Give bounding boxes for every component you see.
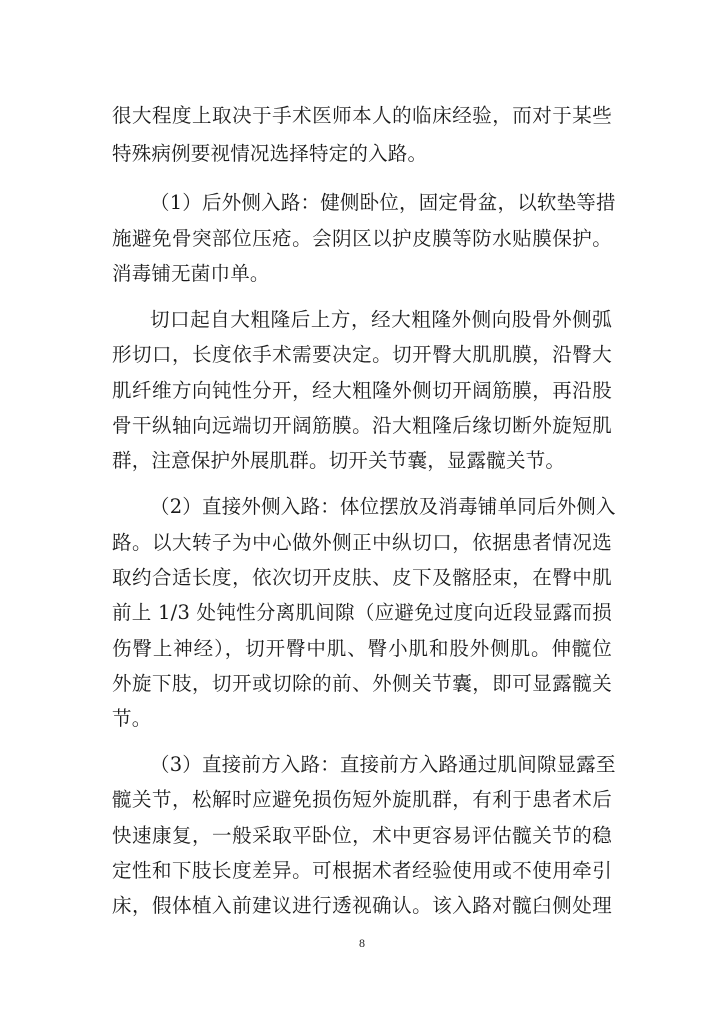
text-line: 髋关节，松解时应避免损伤短外旋肌群，有利于患者术后: [112, 788, 612, 811]
text-line: 骨干纵轴向远端切开阔筋膜。沿大粗隆后缘切断外旋短肌: [112, 414, 612, 437]
text-line: 取约合适长度，依次切开皮肤、皮下及髂胫束，在臀中肌: [112, 566, 612, 589]
text-line: 群，注意保护外展肌群。切开关节囊，显露髋关节。: [112, 449, 566, 472]
text-line: 形切口，长度依手术需要决定。切开臀大肌肌膜，沿臀大: [112, 343, 612, 366]
text-line: 切口起自大粗隆后上方，经大粗隆外侧向股骨外侧弧: [150, 308, 612, 331]
text-line: 很大程度上取决于手术医师本人的临床经验，而对于某些: [112, 104, 612, 127]
text-line: 节。: [112, 707, 152, 730]
text-line: （2）直接外侧入路：体位摆放及消毒铺单同后外侧入: [150, 495, 616, 518]
text-line: 伤臀上神经），切开臀中肌、臀小肌和股外侧肌。伸髋位: [112, 637, 612, 660]
text-line: 定性和下肢长度差异。可根据术者经验使用或不使用牵引: [112, 859, 612, 882]
text-line: 施避免骨突部位压疮。会阴区以护皮膜等防水贴膜保护。: [112, 227, 612, 250]
text-line: 床，假体植入前建议进行透视确认。该入路对髋臼侧处理: [112, 894, 612, 917]
text-line: 前上 1/3 处钝性分离肌间隙（应避免过度向近段显露而损: [112, 601, 612, 624]
text-line: 外旋下肢，切开或切除的前、外侧关节囊，即可显露髋关: [112, 672, 612, 695]
text-line: 特殊病例要视情况选择特定的入路。: [112, 142, 428, 165]
text-line: （1）后外侧入路：健侧卧位，固定骨盆，以软垫等措: [150, 191, 616, 214]
text-line: （3）直接前方入路：直接前方入路通过肌间隙显露至: [150, 753, 616, 776]
text-line: 消毒铺无菌巾单。: [112, 262, 270, 285]
text-line: 路。以大转子为中心做外侧正中纵切口，依据患者情况选: [112, 531, 612, 554]
page-number: 8: [359, 936, 365, 950]
text-line: 快速康复，一般采取平卧位，术中更容易评估髋关节的稳: [112, 824, 612, 847]
text-line: 肌纤维方向钝性分开，经大粗隆外侧切开阔筋膜，再沿股: [112, 379, 612, 402]
